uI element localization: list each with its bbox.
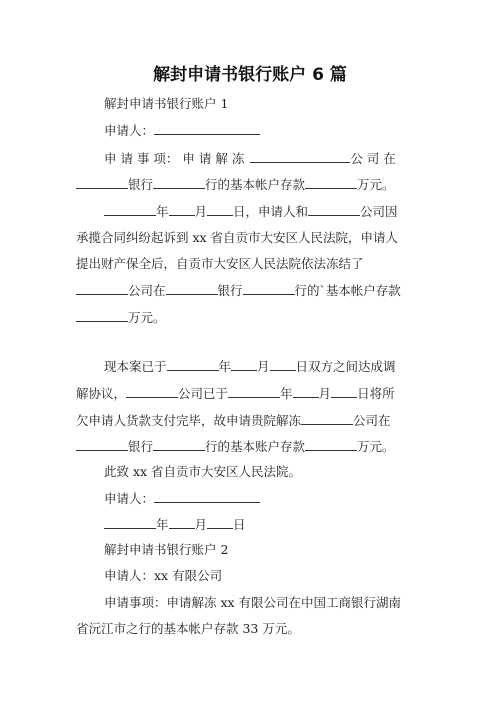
section-2-matter-line-2: 省沅江市之行的基本帐户存款 33 万元。 [76, 621, 300, 636]
p1-company-because: 公司因 [360, 204, 398, 219]
p2-line2-b: 公司已于 [178, 386, 229, 401]
date-day: 日 [233, 517, 246, 532]
para2-line-1 [104, 358, 456, 375]
p2-year: 年 [218, 359, 232, 374]
p2-day-blank [270, 358, 296, 371]
section-2-applicant: 申请人：xx 有限公司 [104, 568, 223, 583]
sign-blank [154, 490, 260, 503]
p1-year-blank [104, 203, 156, 216]
para1-line-4 [76, 282, 428, 299]
date-line [104, 516, 456, 533]
date-day-blank [207, 516, 233, 529]
para2-line-3 [76, 412, 428, 429]
p2-line2-month-blank [293, 385, 319, 398]
p2-line2-year-blank [228, 385, 280, 398]
matter-branch: 行的基本帐户存款 [205, 177, 306, 192]
matter-prefix: 申 请 事 项： 申 请 解 冻 [104, 151, 245, 166]
p1-month: 月 [194, 204, 208, 219]
p2-line2-day-blank [331, 385, 357, 398]
p2-branch-blank [153, 438, 205, 451]
p2-line2-c: 日将所 [357, 386, 395, 401]
p2-line2-month: 月 [318, 386, 332, 401]
date-month: 月 [194, 517, 208, 532]
p1-company-blank [308, 203, 360, 216]
p2-line3-b: 公司在 [353, 413, 391, 428]
p2-branch: 行的基本账户存款 [205, 439, 306, 454]
p2-prefix: 现本案已于 [104, 359, 167, 374]
para1-line-1 [104, 203, 456, 220]
p1-bank-blank [166, 282, 218, 295]
date-month-blank [169, 516, 195, 529]
p1-company-at: 公司在 [128, 283, 166, 298]
p2-month-blank [231, 358, 257, 371]
date-year: 年 [156, 517, 169, 532]
para2-line-2 [76, 385, 428, 402]
matter-branch-blank [153, 176, 205, 189]
p2-bank: 银行 [128, 439, 154, 454]
para1-line-3: 提出财产保全后，自贡市大安区人民法院依法冻结了 [76, 256, 364, 271]
p2-company-blank [126, 385, 178, 398]
p1-day-blank [207, 203, 233, 216]
p2-amount-blank [305, 438, 357, 451]
matter-bank: 银行 [128, 177, 154, 192]
section-2-matter-line-1: 申请事项：申请解冻 xx 有限公司在中国工商银行湖南 [104, 595, 402, 610]
p2-company2-blank [301, 412, 353, 425]
matter-line-2 [76, 176, 428, 193]
para2-line-4 [76, 438, 428, 455]
p2-bank-blank [76, 438, 128, 451]
p2-unit: 万元。 [357, 439, 395, 454]
p1-company2-blank [76, 282, 128, 295]
p1-day: 日，申请人和 [233, 204, 309, 219]
p1-unit: 万元。 [128, 310, 166, 325]
p1-amount-blank [76, 309, 128, 322]
p1-branch-basic: 行的`基本帐户存款 [294, 283, 401, 298]
signature-line [104, 490, 456, 507]
p1-branch-blank [243, 282, 295, 295]
para1-line-2: 承揽合同纠纷起诉到 xx 省自贡市大安区人民法院，申请人 [76, 230, 399, 245]
section-1-heading: 解封申请书银行账户 1 [104, 96, 229, 111]
p2-line3-a: 欠申请人货款支付完毕，故申请贵院解冻 [76, 413, 302, 428]
matter-bank-blank [76, 176, 128, 189]
matter-amount-blank [305, 176, 357, 189]
p1-month-blank [169, 203, 195, 216]
p2-settle: 日双方之间达成调 [295, 359, 396, 374]
applicant-line [104, 122, 456, 139]
p2-line2-year: 年 [280, 386, 293, 401]
matter-unit: 万元。 [357, 177, 395, 192]
matter-company: 公 司 在 [350, 151, 396, 166]
p1-year: 年 [156, 204, 169, 219]
para1-line-5 [76, 309, 428, 326]
p2-line2-a: 解协议， [76, 386, 127, 401]
applicant-blank [154, 122, 260, 135]
section-2-heading: 解封申请书银行账户 2 [104, 542, 229, 557]
p2-month: 月 [257, 359, 270, 374]
matter-line-1 [104, 150, 456, 167]
applicant-label: 申请人： [104, 123, 155, 138]
p2-year-blank [167, 358, 219, 371]
date-year-blank [104, 516, 156, 529]
matter-company-blank [250, 150, 350, 163]
p1-bank: 银行 [217, 283, 243, 298]
court-line: 此致 xx 省自贡市大安区人民法院。 [104, 464, 302, 479]
sign-label: 申请人： [104, 491, 155, 506]
document-title: 解封申请书银行账户 6 篇 [153, 65, 347, 85]
